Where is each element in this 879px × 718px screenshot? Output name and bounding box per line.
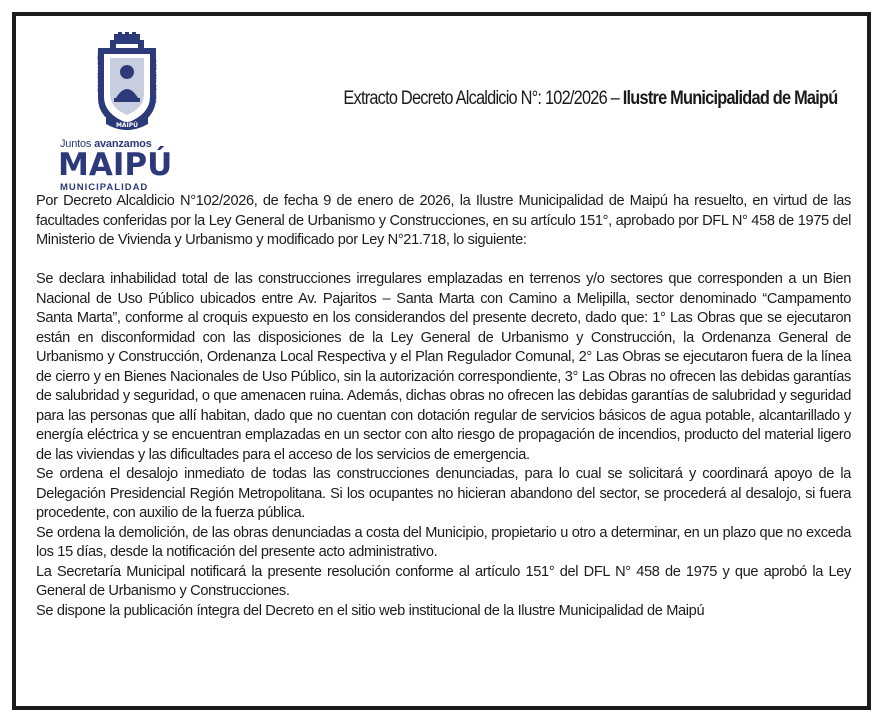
paragraph-publicacion: Se dispone la publicación íntegra del Decreto en el sitio web institucional de la Ilustre Municipalidad de Maipú: [36, 602, 705, 619]
title-organization: Ilustre Municipalidad de Maipú: [622, 88, 837, 109]
paragraph-intro: Por Decreto Alcaldicio N°102/2026, de fecha 9 de enero de 2026, la Ilustre Municipalidad de Maipú ha resuelto, en virtud de las facultades conferidas por la Ley General de Urbanismo y Construcciones, en su artículo 151°, aprobado por DFL N° 458 de 1975 del Ministerio de Vivienda y Urbanismo y modificado por Ley N°21.718, lo siguiente:: [36, 193, 851, 248]
svg-text:5 DE ABRIL DE 1818: 5 DE ABRIL DE 1818: [152, 60, 157, 103]
title-prefix: Extracto Decreto Alcaldicio N°: 102/2026 –: [342, 88, 623, 109]
decree-body: [36, 192, 851, 621]
paragraph-desalojo: Se ordena el desalojo inmediato de todas las construcciones denunciadas, para lo cual se solicitará y coordinará apoyo de la Delegación Presidencial Región Metropolitana. Si los ocupantes no hicieran abandono del sector, se procederá al desalojo, si fuera procedente, con auxilio de la fuerza pública.: [36, 466, 851, 521]
slogan-prefix: Juntos: [60, 138, 95, 150]
svg-text:MAIPÚ: MAIPÚ: [115, 122, 139, 129]
brand-wordmark: MAIPÚ: [58, 147, 173, 183]
paragraph-notificacion: La Secretaría Municipal notificará la presente resolución conforme al artículo 151° del DFL N° 458 de 1975 y que aprobó la Ley General de Urbanismo y Construcciones.: [36, 563, 851, 599]
paragraph-demolicion: Se ordena la demolición, de las obras denunciadas a costa del Municipio, propietario u otro a determinar, en un plazo que no exceda los 15 días, desde la notificación del presente acto administrativo.: [36, 524, 851, 560]
notice-frame: [12, 12, 871, 710]
brand-subtitle: MUNICIPALIDAD: [60, 182, 149, 193]
page-title: [343, 88, 837, 110]
paragraph-inhabilidad: Se declara inhabilidad total de las construcciones irregulares emplazadas en terrenos y/o sectores que corresponden a un Bien Nacional de Uso Público ubicados entre Av. Pajaritos – Santa Marta con Camino a Melipilla, sector denominado “Campamento Santa Marta”, conforme al croquis expuesto en los considerandos del presente decreto, dado que: 1° Las Obras que se ejecutaron están en disconformidad con las disposiciones de la Ley General de Urbanismo y Construcción, la Ordenanza General de Urbanismo y Construcción, Ordenanza Local Respectiva y el Plan Regulador Comunal, 2° Las Obras se ejecutaron fuera de la línea de cierro y en Bienes Nacionales de Uso Público, sin la autorización correspondiente, 3° Las Obras no ofrecen las debidas garantías de salubridad y seguridad, o que amenacen ruina. Además, dichas obras no ofrecen las debidas garantías de salubridad y seguridad para las personas que allí habitan, dado que no cuentan con dotación regular de servicios básicos de agua potable, alcantarillado y energía eléctrica y se encuentran emplazadas en un sector con alto riesgo de propagación de incendios, producto del material ligero de las viviendas y las dificultades para el acceso de los servicios de emergencia.: [36, 271, 851, 463]
maipu-shield-icon: [92, 32, 162, 134]
svg-text:CUNA DE LA PATRIA: CUNA DE LA PATRIA: [97, 50, 102, 92]
municipality-logo: [56, 32, 196, 192]
slogan-bold: avanzamos: [94, 138, 152, 150]
